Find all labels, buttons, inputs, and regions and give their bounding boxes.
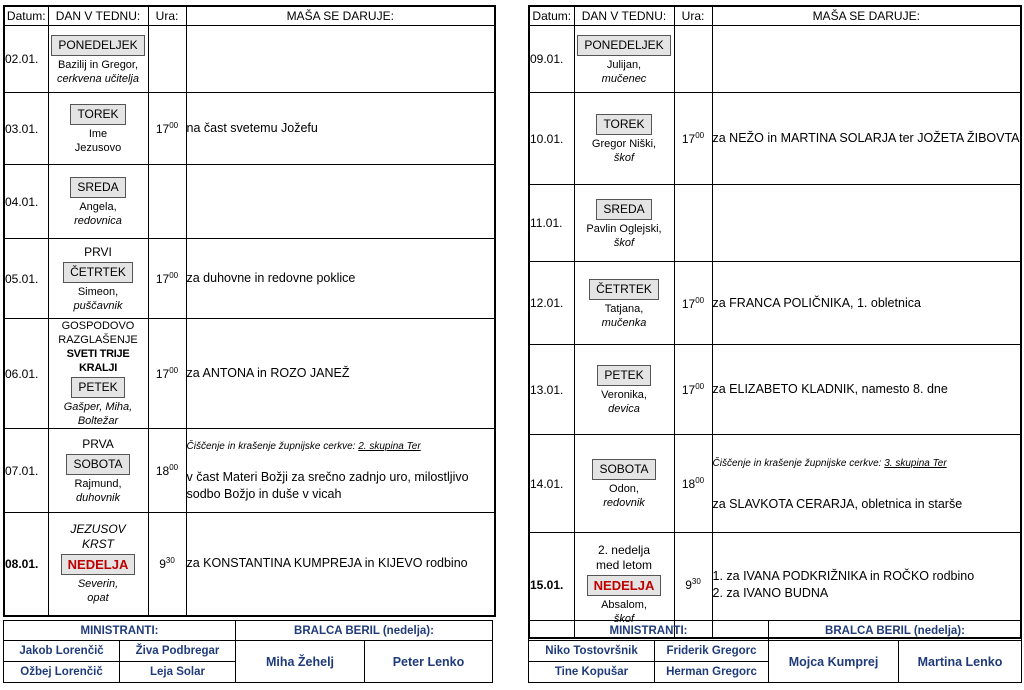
row-date: 08.01. xyxy=(4,513,48,616)
row-day xyxy=(574,262,674,345)
table-row xyxy=(529,345,1021,435)
saint-role-2: Boltežar xyxy=(77,415,119,427)
left-schedule xyxy=(3,5,496,617)
feast-line1: GOSPODOVO xyxy=(61,320,135,332)
day-badge: PONEDELJEK xyxy=(577,35,670,56)
row-time: $18^{00}$ xyxy=(674,435,712,533)
saint-role: duhovnik xyxy=(75,491,121,504)
header-day: DAN V TEDNU: xyxy=(48,6,148,26)
saint-role: puščavnik xyxy=(73,299,123,312)
day-badge: PONEDELJEK xyxy=(51,35,144,56)
row-day xyxy=(574,185,674,262)
day-badge: ČETRTEK xyxy=(589,279,659,300)
row-day xyxy=(574,435,674,533)
row-intent xyxy=(186,26,495,93)
row-day xyxy=(48,93,148,165)
row-intent: za ELIZABETO KLADNIK, namesto 8. dne xyxy=(712,345,1021,435)
day-badge: SREDA xyxy=(596,199,651,220)
feast-line2: KRST xyxy=(81,537,114,552)
header-date: Datum: xyxy=(4,6,48,26)
row-time xyxy=(148,26,186,93)
table-row xyxy=(529,185,1021,262)
intent-text: za SLAVKOTA CERARJA, obletnica in starše xyxy=(712,496,963,511)
minister-name: Niko Tostovršnik xyxy=(529,641,655,662)
saint-name: Absalom, xyxy=(601,599,647,612)
header-mass: MAŠA SE DARUJE: xyxy=(186,6,495,26)
feast-line1: JEZUSOV xyxy=(70,522,126,537)
day-badge: NEDELJA xyxy=(61,554,136,575)
header-date: Datum: xyxy=(529,6,574,26)
minister-name: Tine Kopušar xyxy=(529,662,655,683)
bralci-header: BRALCA BERIL (nedelja): xyxy=(769,621,1022,641)
row-intent xyxy=(712,435,1021,533)
minister-name: Herman Gregorc xyxy=(655,662,769,683)
row-time: $17^{00}$ xyxy=(674,93,712,185)
saint-name: Pavlin Oglejski, xyxy=(586,222,662,235)
right-schedule xyxy=(528,5,1022,639)
left-footer xyxy=(3,620,493,683)
row-intent: za FRANCA POLIČNIKA, 1. obletnica xyxy=(712,262,1021,345)
row-date: 14.01. xyxy=(529,435,574,533)
row-time xyxy=(148,165,186,239)
bralci-header: BRALCA BERIL (nedelja): xyxy=(236,621,493,641)
row-date: 09.01. xyxy=(529,26,574,93)
intent-line-1: 1. za IVANA PODKRIŽNIKA in ROČKO rodbino xyxy=(712,568,975,583)
row-intent xyxy=(712,26,1021,93)
saint-role: škof xyxy=(613,236,635,249)
table-row xyxy=(529,435,1021,533)
feast-line2: med letom xyxy=(595,558,653,573)
saint-role-2: opat xyxy=(87,592,109,605)
saint-name: Odon, xyxy=(609,483,639,495)
feast-line2: RAZGLAŠENJE xyxy=(58,334,138,346)
row-time: $9^{30}$ xyxy=(674,533,712,638)
row-date: 12.01. xyxy=(529,262,574,345)
saint-role: Gašper, Miha, xyxy=(63,401,133,413)
table-row xyxy=(4,26,495,93)
header-time: Ura: xyxy=(674,6,712,26)
row-day xyxy=(48,429,148,513)
table-row xyxy=(529,26,1021,93)
row-day xyxy=(48,239,148,319)
minister-name: Friderik Gregorc xyxy=(655,641,769,662)
row-intent xyxy=(186,165,495,239)
table-row xyxy=(4,513,495,616)
row-intent: za duhovne in redovne poklice xyxy=(186,239,495,319)
saint-role: devica xyxy=(608,403,640,415)
row-date: 07.01. xyxy=(4,429,48,513)
row-date: 03.01. xyxy=(4,93,48,165)
row-date: 10.01. xyxy=(529,93,574,185)
saint-name: Julijan, xyxy=(606,58,642,71)
row-time: $9^{30}$ xyxy=(148,513,186,616)
day-badge: TOREK xyxy=(70,104,125,125)
row-day xyxy=(574,93,674,185)
saint-name: Simeon, xyxy=(77,285,119,298)
row-time: $17^{00}$ xyxy=(148,319,186,429)
row-time: $18^{00}$ xyxy=(148,429,186,513)
right-footer xyxy=(528,620,1022,683)
ministranti-header: MINISTRANTI: xyxy=(4,621,236,641)
minister-name: Leja Solar xyxy=(120,662,236,683)
day-badge: PETEK xyxy=(597,365,650,386)
reader-name: Miha Žehelj xyxy=(236,641,365,683)
feast-line1: 2. nedelja xyxy=(597,543,651,558)
row-day xyxy=(48,165,148,239)
saint-role: cerkvena učitelja xyxy=(57,72,139,85)
row-day xyxy=(574,345,674,435)
feast-name: SVETI TRIJE KRALJI xyxy=(66,348,130,374)
cleaning-note: Čiščenje in krašenje župnijske cerkve: 3. skupina Ter xyxy=(712,457,947,469)
table-row xyxy=(4,165,495,239)
minister-name: Živa Podbregar xyxy=(120,641,236,662)
row-day xyxy=(48,513,148,616)
saint-role: mučenec xyxy=(601,72,647,85)
table-row xyxy=(529,93,1021,185)
row-time: $17^{00}$ xyxy=(148,239,186,319)
row-intent xyxy=(186,429,495,513)
saint-role: Severin, xyxy=(77,578,119,591)
intent-text: v čast Materi Božji za srečno zadnjo uro, milostljivo sodbo Božjo in duše v vicah xyxy=(186,470,469,501)
row-time: $17^{00}$ xyxy=(674,345,712,435)
row-time xyxy=(674,26,712,93)
saint-role: škof xyxy=(613,613,635,626)
intent-line-2: 2. za IVANO BUDNA xyxy=(712,585,829,600)
row-time xyxy=(674,185,712,262)
saint-name: Angela, xyxy=(79,201,117,213)
saint-role: Jezusovo xyxy=(74,142,122,154)
row-time: $17^{00}$ xyxy=(674,262,712,345)
saint-name: Tatjana, xyxy=(604,302,644,315)
row-date: 15.01. xyxy=(529,533,574,638)
row-day xyxy=(574,26,674,93)
row-date: 06.01. xyxy=(4,319,48,429)
row-date: 02.01. xyxy=(4,26,48,93)
minister-name: Jakob Lorenčič xyxy=(4,641,120,662)
saint-name: Ime xyxy=(88,128,108,140)
ministranti-header: MINISTRANTI: xyxy=(529,621,769,641)
saint-role: škof xyxy=(613,152,635,164)
table-row xyxy=(4,429,495,513)
saint-name: Bazilij in Gregor, xyxy=(57,58,139,71)
saint-role: redovnik xyxy=(603,497,645,509)
row-date: 04.01. xyxy=(4,165,48,239)
minister-name: Ožbej Lorenčič xyxy=(4,662,120,683)
row-date: 05.01. xyxy=(4,239,48,319)
saint-role: mučenka xyxy=(601,316,647,329)
saint-name: Gregor Niški, xyxy=(591,138,657,150)
cleaning-note: Čiščenje in krašenje župnijske cerkve: 2. skupina Ter xyxy=(186,441,421,452)
day-badge: NEDELJA xyxy=(587,575,662,596)
day-badge: SOBOTA xyxy=(66,454,129,475)
row-intent xyxy=(712,185,1021,262)
schedule-table xyxy=(528,5,1022,639)
table-row xyxy=(4,319,495,429)
table-row xyxy=(529,262,1021,345)
saint-name: Veronika, xyxy=(601,389,647,401)
saint-name: Rajmund, xyxy=(74,477,122,490)
day-badge: SREDA xyxy=(70,177,125,198)
day-prefix: PRVI xyxy=(84,244,112,259)
schedule-table xyxy=(3,5,496,617)
day-badge: PETEK xyxy=(71,377,124,398)
day-badge: ČETRTEK xyxy=(63,262,133,283)
row-intent: za ANTONA in ROZO JANEŽ xyxy=(186,319,495,429)
row-intent: na čast svetemu Jožefu xyxy=(186,93,495,165)
row-date: 11.01. xyxy=(529,185,574,262)
saint-role: redovnica xyxy=(74,215,122,227)
table-row xyxy=(4,239,495,319)
row-day xyxy=(48,319,148,429)
row-intent: za KONSTANTINA KUMPREJA in KIJEVO rodbino xyxy=(186,513,495,616)
reader-name: Peter Lenko xyxy=(365,641,493,683)
reader-name: Martina Lenko xyxy=(899,641,1022,683)
reader-name: Mojca Kumprej xyxy=(769,641,899,683)
row-date: 13.01. xyxy=(529,345,574,435)
day-badge: SOBOTA xyxy=(592,459,655,480)
day-badge: TOREK xyxy=(596,114,651,135)
row-intent: za NEŽO in MARTINA SOLARJA ter JOŽETA ŽIBOVTA xyxy=(712,93,1021,185)
day-prefix: PRVA xyxy=(82,436,114,451)
header-time: Ura: xyxy=(148,6,186,26)
header-day: DAN V TEDNU: xyxy=(574,6,674,26)
row-time: $17^{00}$ xyxy=(148,93,186,165)
row-day xyxy=(48,26,148,93)
header-mass: MAŠA SE DARUJE: xyxy=(712,6,1021,26)
table-row xyxy=(4,93,495,165)
